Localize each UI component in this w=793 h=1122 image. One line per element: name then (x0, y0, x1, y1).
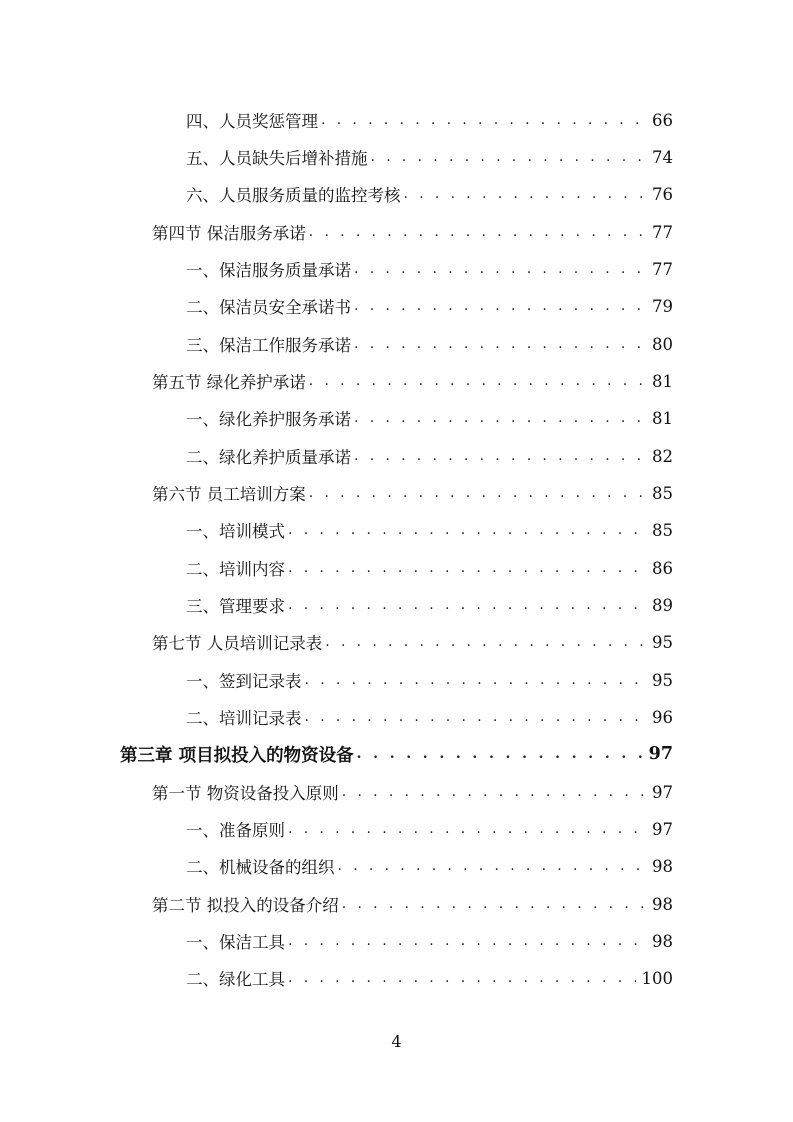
toc-entry[interactable] (152, 479, 673, 507)
toc-entry-page: 97 (648, 744, 673, 764)
toc-entry-page: 98 (652, 856, 673, 876)
dot-leader (338, 858, 647, 874)
toc-entry-title: 第二节 拟投入的设备介绍 (152, 896, 339, 915)
toc-entry-title: 第四节 保洁服务承诺 (152, 224, 306, 243)
dot-leader (357, 746, 643, 762)
toc-entry[interactable] (186, 964, 673, 992)
toc-entry-title: 四、人员奖惩管理 (186, 112, 318, 131)
dot-leader (354, 410, 646, 426)
toc-entry[interactable] (186, 815, 673, 843)
toc-entry-title: 第六节 员工培训方案 (152, 485, 306, 504)
dot-leader (404, 186, 647, 202)
toc-entry[interactable] (152, 890, 673, 918)
dot-leader (371, 149, 647, 165)
toc-entry[interactable] (186, 292, 673, 320)
toc-entry-page: 74 (652, 147, 673, 167)
toc-entry-page: 100 (641, 968, 673, 988)
toc-entry-title: 二、绿化养护质量承诺 (186, 448, 351, 467)
toc-entry-page: 95 (652, 670, 673, 690)
dot-leader (354, 336, 646, 352)
dot-leader (354, 261, 646, 277)
toc-entry-title: 二、培训记录表 (186, 709, 302, 728)
toc-entry-title: 第五节 绿化养护承诺 (152, 373, 306, 392)
toc-entry-title: 二、培训内容 (186, 560, 285, 579)
toc-entry-page: 76 (652, 184, 673, 204)
toc-entry-page: 85 (652, 483, 673, 503)
toc-entry-title: 二、绿化工具 (186, 970, 285, 989)
toc-entry-page: 98 (652, 894, 673, 914)
toc-entry-page: 86 (652, 558, 673, 578)
toc-entry-title: 第三章 项目拟投入的物资设备 (120, 745, 354, 766)
toc-entry[interactable] (186, 927, 673, 955)
dot-leader (309, 224, 646, 240)
toc-entry-page: 80 (652, 334, 673, 354)
toc-entry-page: 98 (652, 931, 673, 951)
toc-entry-title: 一、培训模式 (186, 522, 285, 541)
toc-entry[interactable] (186, 106, 673, 134)
toc-entry-page: 81 (652, 371, 673, 391)
toc-entry-page: 95 (652, 632, 673, 652)
dot-leader (342, 784, 646, 800)
dot-leader (342, 896, 646, 912)
toc-entry[interactable] (152, 628, 673, 656)
toc-entry[interactable] (186, 591, 673, 619)
toc-entry-page: 66 (652, 110, 673, 130)
toc-entry-page: 79 (652, 296, 673, 316)
toc-entry-page: 96 (652, 707, 673, 727)
dot-leader (288, 821, 646, 837)
toc-entry-page: 77 (652, 259, 673, 279)
dot-leader (325, 634, 646, 650)
toc-entry[interactable] (186, 703, 673, 731)
toc-entry[interactable] (186, 554, 673, 582)
toc-entry[interactable] (186, 143, 673, 171)
toc-entry[interactable] (186, 255, 673, 283)
dot-leader (288, 560, 646, 576)
toc-entry-title: 一、绿化养护服务承诺 (186, 410, 351, 429)
toc-entry-title: 五、人员缺失后增补措施 (186, 149, 368, 168)
toc-entry-title: 一、保洁工具 (186, 933, 285, 952)
toc-entry[interactable] (186, 516, 673, 544)
toc-entry[interactable] (186, 666, 673, 694)
toc-entry-page: 81 (652, 408, 673, 428)
toc-entry-title: 二、保洁员安全承诺书 (186, 298, 351, 317)
dot-leader (321, 112, 646, 128)
toc-entry-title: 一、保洁服务质量承诺 (186, 261, 351, 280)
toc-entry-title: 六、人员服务质量的监控考核 (186, 186, 401, 205)
dot-leader (305, 672, 647, 688)
dot-leader (309, 373, 646, 389)
toc-entry-page: 82 (652, 446, 673, 466)
toc-entry-page: 97 (652, 819, 673, 839)
dot-leader (354, 448, 646, 464)
toc-entry[interactable] (152, 218, 673, 246)
toc-entry[interactable] (186, 442, 673, 470)
dot-leader (288, 933, 646, 949)
dot-leader (354, 298, 646, 314)
dot-leader (288, 522, 646, 538)
page-number: 4 (391, 1032, 402, 1051)
dot-leader (288, 597, 646, 613)
toc-entry-title: 第一节 物资设备投入原则 (152, 784, 339, 803)
toc-entry-page: 77 (652, 222, 673, 242)
toc-entry[interactable] (152, 778, 673, 806)
toc-entry[interactable] (186, 852, 673, 880)
toc-entry-page: 97 (652, 782, 673, 802)
toc-entry[interactable] (152, 367, 673, 395)
toc-entry-title: 第七节 人员培训记录表 (152, 634, 323, 653)
toc-entry-page: 85 (652, 520, 673, 540)
toc-chapter-entry[interactable] (120, 740, 673, 768)
toc-entry[interactable] (186, 330, 673, 358)
dot-leader (305, 709, 647, 725)
toc-entry-title: 二、机械设备的组织 (186, 858, 335, 877)
toc-entry-page: 89 (652, 595, 673, 615)
toc-entry[interactable] (186, 180, 673, 208)
toc-entry[interactable] (186, 404, 673, 432)
toc-entry-title: 一、准备原则 (186, 821, 285, 840)
dot-leader (309, 485, 646, 501)
dot-leader (288, 970, 636, 986)
toc-entry-title: 三、保洁工作服务承诺 (186, 336, 351, 355)
toc-entry-title: 一、签到记录表 (186, 672, 302, 691)
toc-entry-title: 三、管理要求 (186, 597, 285, 616)
